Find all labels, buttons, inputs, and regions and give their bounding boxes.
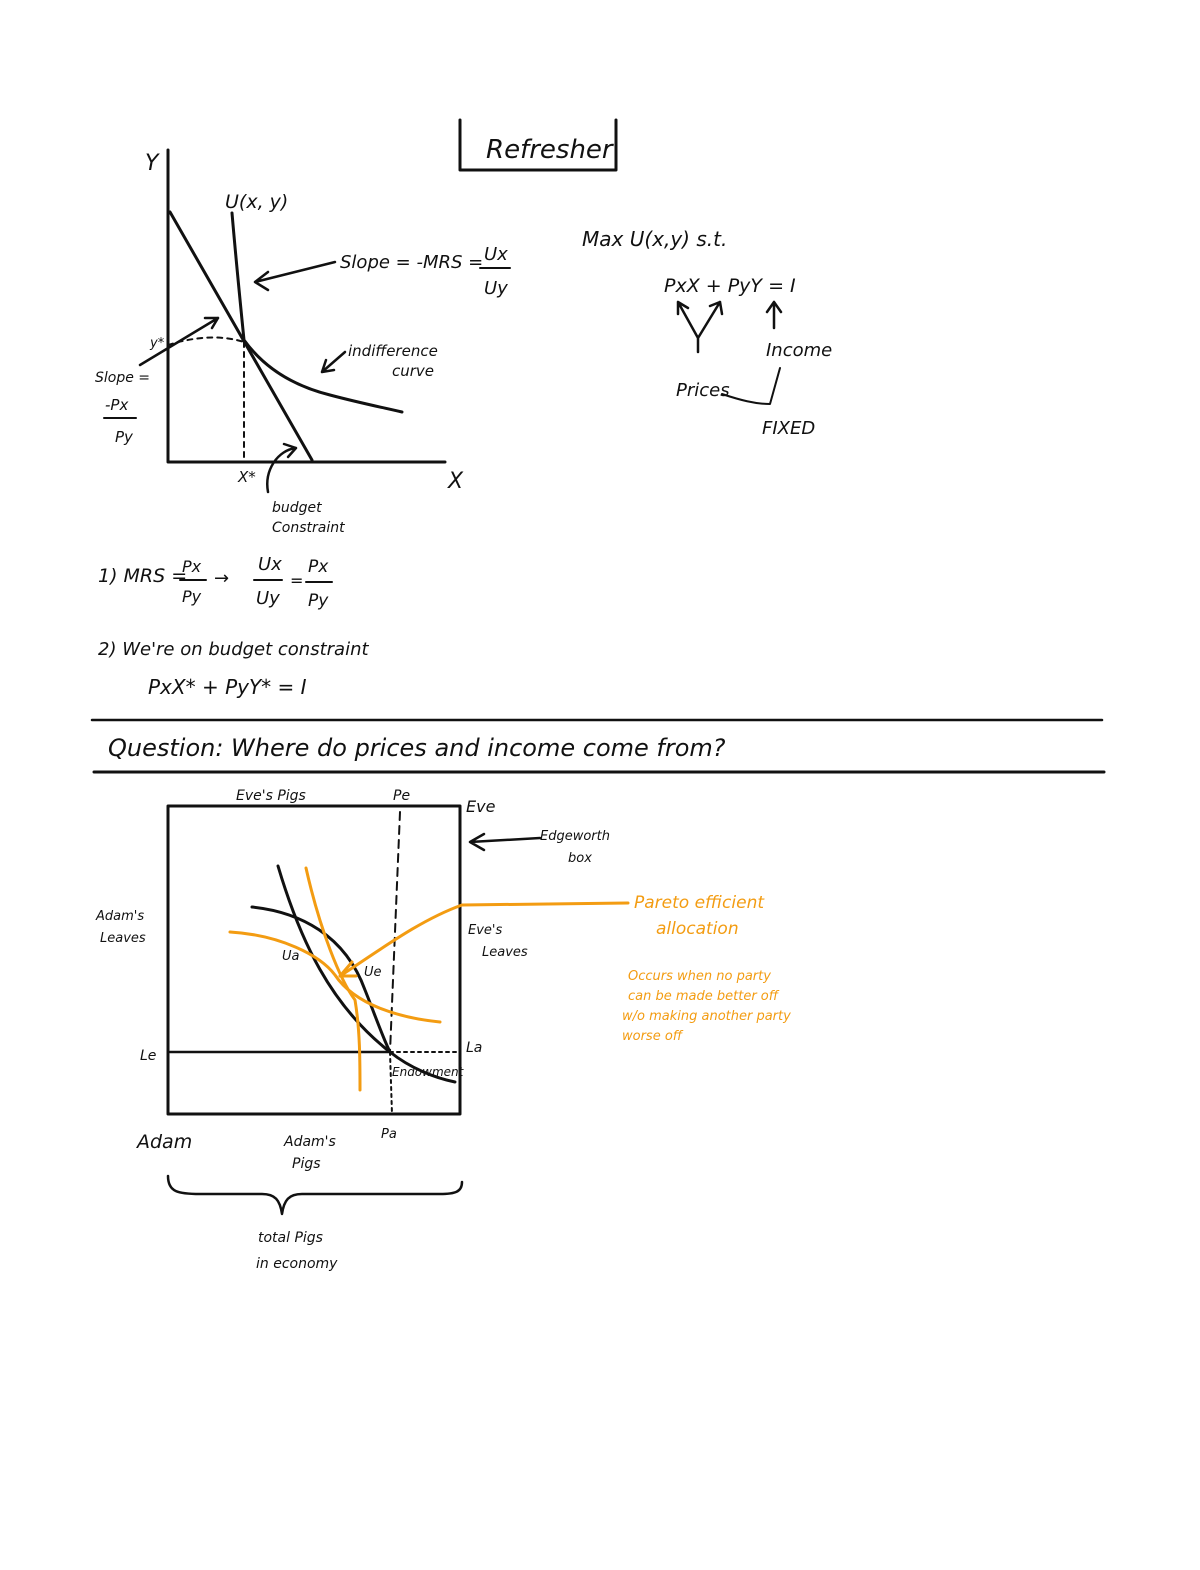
ue-label: Ue [364, 965, 382, 980]
eve-label: Eve [466, 797, 496, 816]
prices-label: Prices [676, 380, 730, 401]
slope-equation: Slope = -MRS = [340, 252, 484, 273]
adams-leaves-label-1: Adam's [96, 909, 145, 924]
brace-icon [168, 1176, 462, 1214]
pa-bottom-label: Pa [381, 1127, 397, 1142]
question-text: Question: Where do prices and income come from? [108, 734, 726, 762]
budget-arrow-icon [267, 444, 296, 492]
condition-1-prefix: 1) MRS = [98, 565, 188, 587]
x-star-label: X* [238, 468, 256, 486]
edgeworth-box [95, 788, 791, 1272]
endowment-label: Endowment [392, 1065, 464, 1079]
occurs-line-3: w/o making another party [622, 1009, 791, 1024]
adam-label: Adam [137, 1131, 193, 1153]
pareto-arrow-icon [340, 903, 628, 976]
edgeworth-label-1: Edgeworth [540, 829, 610, 844]
orange-curve-2 [230, 932, 440, 1022]
le-left-label: Le [140, 1048, 157, 1064]
c1-num3: Px [308, 557, 329, 577]
edgeworth-label-2: box [568, 851, 592, 866]
y-star-label: y* [150, 336, 165, 351]
eves-pigs-label: Eve's Pigs [236, 788, 306, 804]
income-label: Income [766, 340, 833, 361]
pareto-label-1: Pareto efficient [634, 893, 765, 913]
axes [168, 150, 445, 462]
indiff-label-1: indifference [348, 342, 438, 360]
adams-pigs-label-2: Pigs [292, 1156, 321, 1172]
orange-curve-1 [306, 868, 360, 1090]
edgeworth-arrow-icon [470, 834, 540, 850]
total-pigs-label-1: total Pigs [258, 1230, 323, 1246]
page-title: Refresher [486, 135, 613, 165]
c1-den3: Py [308, 591, 329, 611]
utility-graph [95, 150, 510, 536]
total-pigs-label-2: in economy [256, 1256, 338, 1272]
c1-den2: Uy [256, 588, 280, 609]
indiff-arrow-icon [322, 352, 345, 372]
max-line: Max U(x,y) s.t. [582, 227, 728, 251]
fixed-connector [722, 368, 780, 404]
occurs-line-2: can be made better off [628, 989, 779, 1004]
condition-2: 2) We're on budget constraint [98, 639, 369, 660]
left-slope-denominator: Py [115, 428, 133, 446]
prices-arrows-icon [678, 302, 722, 352]
c1-num2: Ux [258, 554, 282, 575]
c1-num: Px [182, 557, 202, 576]
max-problem [582, 227, 832, 439]
question-section [92, 720, 1104, 772]
indifference-curve [232, 213, 402, 412]
x-axis-label: X [448, 469, 464, 494]
ua-label: Ua [282, 949, 300, 964]
c1-den: Py [182, 587, 202, 606]
eves-leaves-label-1: Eve's [468, 923, 503, 938]
c1-arrow: → [214, 568, 230, 589]
slope-denominator: Uy [484, 278, 508, 299]
c1-eq: = [290, 571, 304, 590]
left-slope-label: Slope = [95, 370, 151, 386]
condition-2-equation: PxX* + PyY* = I [148, 675, 307, 699]
adams-pigs-label-1: Adam's [284, 1134, 336, 1150]
indiff-label-2: curve [392, 362, 435, 380]
slope-numerator: Ux [484, 244, 508, 265]
occurs-line-4: worse off [622, 1029, 683, 1044]
budget-label-2: Constraint [272, 520, 345, 536]
budget-label-1: budget [272, 500, 322, 516]
y-axis-label: Y [145, 151, 159, 176]
occurs-line-1: Occurs when no party [628, 969, 771, 984]
pareto-label-2: allocation [656, 919, 739, 939]
pa-dash-line [390, 1052, 392, 1114]
budget-line [170, 212, 312, 460]
slope-arrow-icon [255, 262, 335, 290]
income-arrow-icon [767, 302, 781, 328]
conditions [98, 554, 369, 699]
la-right-label: La [466, 1040, 483, 1056]
curve-label: U(x, y) [225, 191, 289, 213]
title-box [460, 120, 616, 170]
fixed-label: FIXED [762, 418, 816, 439]
adams-leaves-label-2: Leaves [100, 931, 146, 946]
eves-leaves-label-2: Leaves [482, 945, 528, 960]
left-slope-numerator: -Px [105, 396, 129, 414]
budget-equation: PxX + PyY = I [664, 275, 796, 297]
pe-top-label: Pe [393, 788, 411, 804]
